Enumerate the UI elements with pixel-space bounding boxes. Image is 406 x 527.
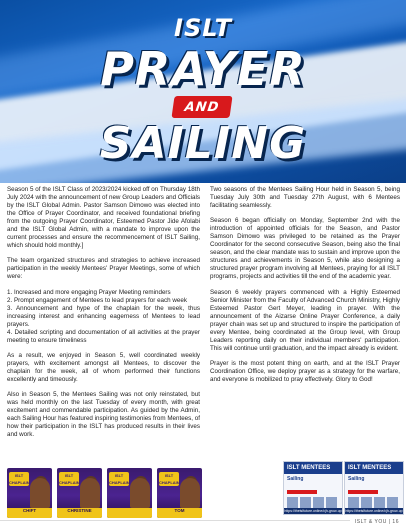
header-islt: ISLT: [174, 14, 232, 42]
paragraph: Prayer is the most potent thing on earth, and at the ISLT Prayer Coordination Office, we deploy prayer as a strategy for the warfare, and everyone is mobilized to pray effectively. Glory to God!: [210, 359, 400, 383]
list-item: 3. Announcement and hype of the chaplain for the week, thus increasing interest and enhancing eagerness of Mentees to lead prayers.: [7, 304, 200, 328]
poster-url: https://theislfuture.online/cjh-grow-up: [345, 509, 403, 513]
chaplain-thumbnail: [157, 468, 202, 518]
poster-accent: [348, 490, 378, 494]
poster-accent: [287, 490, 317, 494]
thumbnail-label: ISLT CHAPLAIN: [9, 473, 30, 485]
sailing-posters: [283, 461, 403, 521]
poster-url: https://theislfuture.online/cjh-grow-up: [284, 509, 342, 513]
chaplain-thumbnail: [107, 468, 152, 518]
list-item: 2. Prompt engagement of Mentees to lead prayers for each week: [7, 296, 187, 304]
thumbnail-name: [107, 508, 152, 518]
chaplain-thumbnail: [7, 468, 52, 518]
paragraph: Season 6 weekly prayers commenced with a Highly Esteemed Senior Minister from the Faculty of Advanced Church Ministry, Highly Esteemed Pastor Gert Meyer, leading in prayer. With the announcement of the Aizarse Online Prayer Conference, a daily prayer chain was set up and structured to inspire the participation of every Mentee, being coordinated at the Group level, with Group Leaders reporting daily on their individual members' participation. This will continue until graduation, and the impact already is evident.: [210, 288, 400, 352]
list-item: 4. Detailed scripting and documentation of all activities at the prayer meeting to ensure timeliness: [7, 328, 200, 344]
list-item: 1. Increased and more engaging Prayer Meeting reminders: [7, 288, 171, 296]
thumbnail-label: ISLT CHAPLAIN: [159, 473, 180, 485]
chaplain-thumbnails: [7, 468, 202, 518]
sailing-poster: [283, 461, 343, 515]
thumbnail-name: TOM: [157, 508, 202, 518]
right-column: [210, 186, 400, 391]
paragraph: As a result, we enjoyed in Season 5, well coordinated weekly prayers, with excitement amongst all Mentees, to discover the chaplain for the week, all of whom performed their functions excellently and timeously.: [7, 351, 200, 383]
thumbnail-name: CHIFT: [7, 508, 52, 518]
person-photo: [180, 478, 200, 508]
poster-subtitle: Sailing: [287, 476, 304, 482]
thumbnail-name: CHRISTINE: [57, 508, 102, 518]
sailing-poster: [344, 461, 404, 515]
page-footer: [0, 519, 406, 527]
page-number: ISLT & YOU | 16: [354, 519, 399, 525]
left-column: [7, 186, 200, 446]
person-photo: [30, 478, 50, 508]
header-and: AND: [183, 99, 221, 115]
footer-rule: [0, 520, 350, 521]
poster-title: ISLT MENTEES: [284, 462, 343, 474]
header-prayer: PRAYER: [100, 42, 306, 96]
header-sailing: SAILING: [99, 118, 307, 169]
paragraph: Season 6 began officially on Monday, September 2nd with the introduction of appointed officials for the Season, and Pastor Samson Dimowo was privileged to be retained as the Prayer Coordinator for the second consecutive Season, being also the final season, and the clear mandate was to sustain and improve upon the structures and achievements in Season 5, while also designing a structured prayer program involving all Mentees, praying for all ISLT programs, projects and activities till the end of the academic year.: [210, 217, 400, 281]
poster-subtitle: Sailing: [348, 476, 365, 482]
hero-banner: [0, 0, 406, 183]
paragraph: Also in Season 5, the Mentees Sailing was not only reinstated, but was held monthly on the last Tuesday of every month, with great excitement and commendable participation. As guided by the Admin, each Sailing Hour has featured inspiring testimonies from Mentees, of how their participation in the ISLT has produced results in their lives and work.: [7, 391, 200, 439]
thumbnail-label: ISLT CHAPLAIN: [109, 473, 130, 485]
paragraph: The team organized structures and strategies to achieve increased participation in the weekly Mentees' Prayer Meetings, some of which were:: [7, 257, 200, 281]
paragraph: Two seasons of the Mentees Sailing Hour held in Season 5, being Tuesday July 30th and Tuesday 27th August, with 6 Mentees facilitating seamlessly.: [210, 186, 400, 210]
thumbnail-label: ISLT CHAPLAIN: [59, 473, 80, 485]
and-badge: [171, 96, 232, 118]
person-photo: [130, 478, 150, 508]
chaplain-thumbnail: [57, 468, 102, 518]
person-photo: [80, 478, 100, 508]
poster-title: ISLT MENTEES: [345, 462, 404, 474]
paragraph: Season 5 of the ISLT Class of 2023/2024 kicked off on Thursday 18th July 2024 with the announcement of new Group Leaders and Officials by the ISLT Global Admin. Pastor Samson Dimowo was elected into the Office of Prayer Coordinator, and received foundational briefing from the outgoing Prayer Coordinator, Esteemed Pastor Jide Afolabi and the ISLT Global Admin, with a mandate to improve upon the current processes and ensure the recommencement of ISLT Sailing, which should hold monthly.]: [7, 186, 200, 250]
